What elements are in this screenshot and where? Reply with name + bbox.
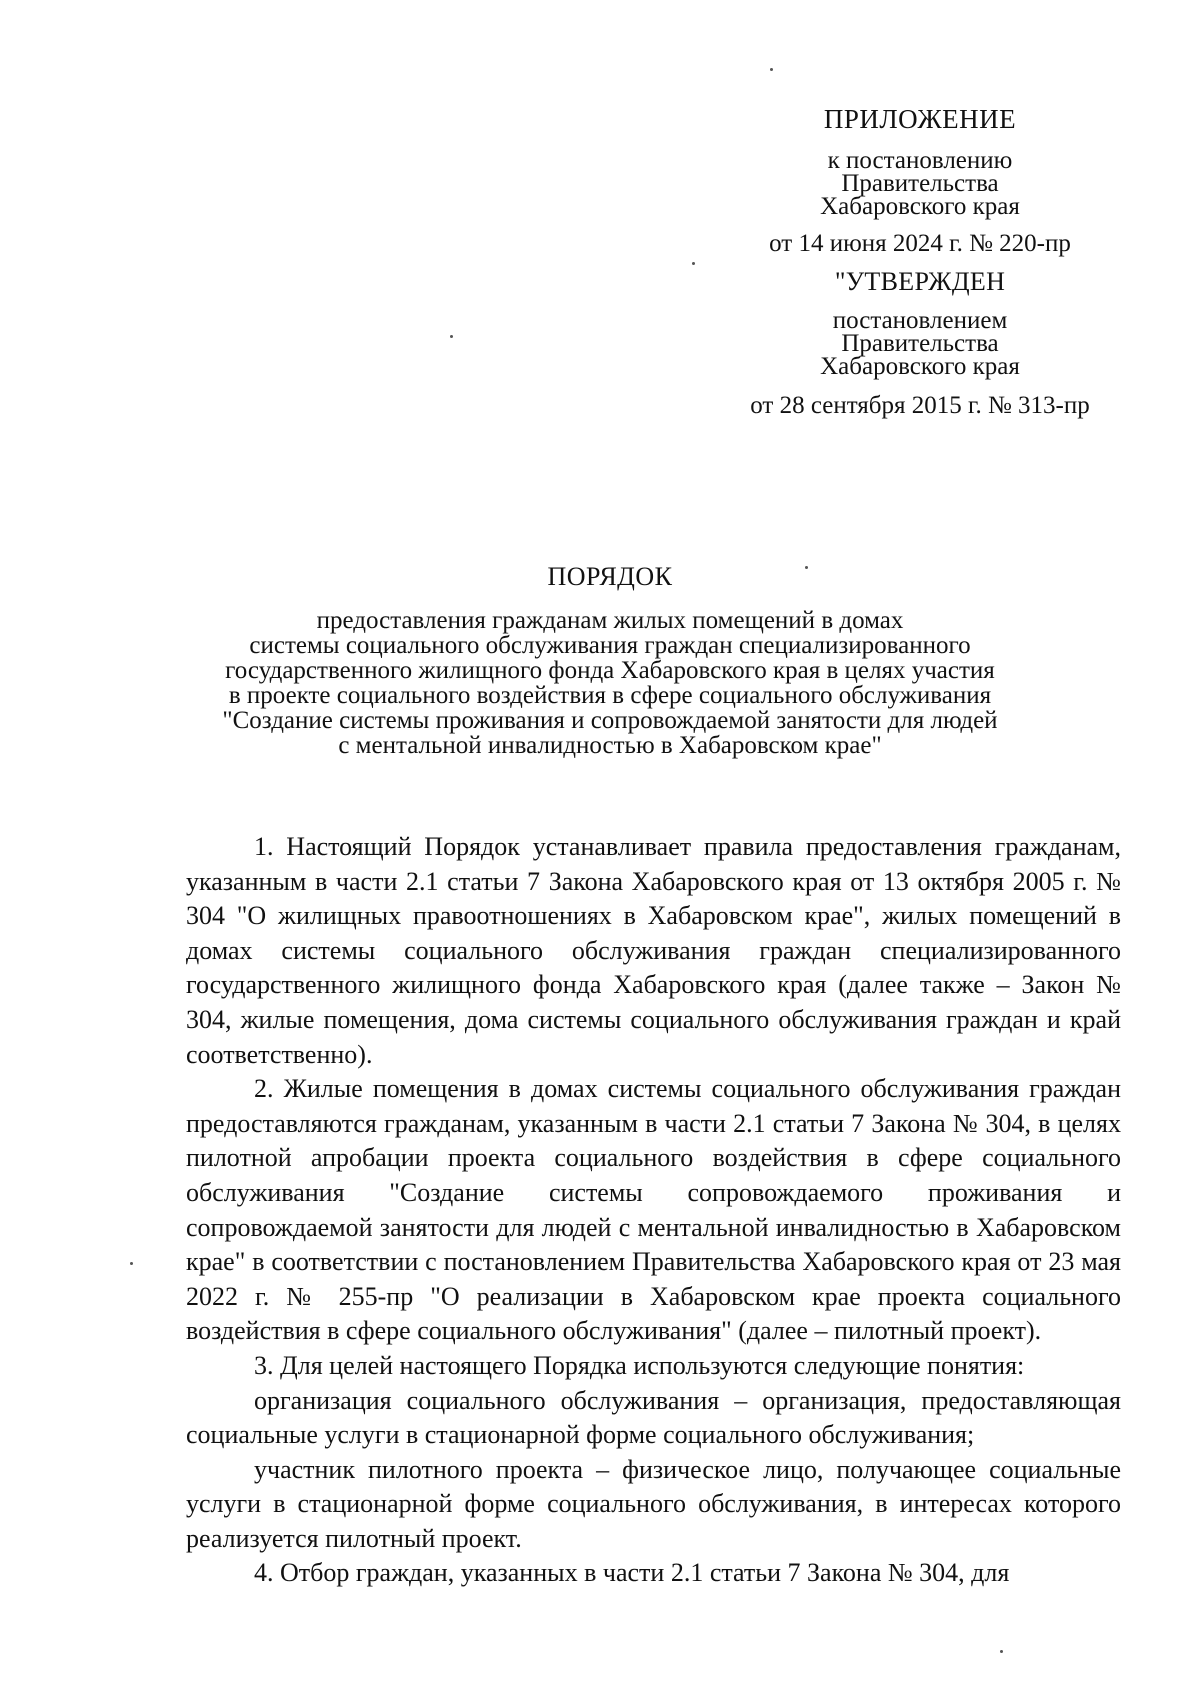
scan-speck xyxy=(1000,1650,1003,1653)
scan-speck xyxy=(770,68,773,71)
approved-title: "УТВЕРЖДЕН xyxy=(834,267,1006,296)
approved-line: постановлением xyxy=(832,307,1008,334)
appendix-line: к постановлению xyxy=(827,147,1013,174)
document-subtitle xyxy=(150,608,1070,758)
scan-speck xyxy=(130,1262,133,1265)
appendix-block xyxy=(700,104,1140,257)
paragraph-1: 1. Настоящий Порядок устанавливает правила предоставления гражданам, указанным в части 2.1 статьи 7 Закона Хабаровского края от 13 октября 2005 г. № 304 "О жилищных правоотношениях в Хабаровском крае", жилых помещений в домах системы социального обслуживания граждан специализированного государственного жилищного фонда Хабаровского края (далее также – Закон № 304, жилые помещения, дома системы социального обслуживания граждан и край соответственно). xyxy=(186,832,1121,1069)
appendix-title: ПРИЛОЖЕНИЕ xyxy=(823,104,1017,134)
subtitle-line: "Создание системы проживания и сопровождаемой занятости для людей xyxy=(222,707,998,734)
paragraph-3: 3. Для целей настоящего Порядка используются следующие понятия: xyxy=(254,1350,1025,1380)
subtitle-line: государственного жилищного фонда Хабаровского края в целях участия xyxy=(225,657,995,684)
subtitle-line: в проекте социального воздействия в сфере социального обслуживания xyxy=(228,682,992,709)
definition-organization: организация социального обслуживания – организация, предоставляющая социальные услуги в стационарной форме социального обслуживания; xyxy=(186,1385,1121,1450)
subtitle-line: предоставления гражданам жилых помещений в домах xyxy=(316,607,904,634)
appendix-line: Правительства xyxy=(841,170,999,197)
scan-speck xyxy=(450,335,453,338)
subtitle-line: системы социального обслуживания граждан специализированного xyxy=(249,632,971,659)
subtitle-line: с ментальной инвалидностью в Хабаровском крае" xyxy=(338,732,882,759)
scan-speck xyxy=(805,566,808,569)
paragraph-2: 2. Жилые помещения в домах системы социального обслуживания граждан предоставляются гражданам, указанным в части 2.1 статьи 7 Закона № 304, в целях пилотной апробации проекта социального воздействия в сфере социального обслуживания "Создание системы сопровождаемого проживания и сопровождаемой занятости для людей с ментальной инвалидностью в Хабаровском крае" в соответствии с постановлением Правительства Хабаровского края от 23 мая 2022 г. № 255-пр "О реализации в Хабаровском крае проекта социального воздействия в сфере социального обслуживания" (далее – пилотный проект). xyxy=(186,1074,1121,1346)
approved-date: от 28 сентября 2015 г. № 313-пр xyxy=(750,392,1090,419)
appendix-line: Хабаровского края xyxy=(820,193,1020,220)
scan-speck xyxy=(692,262,695,265)
approved-line: Хабаровского края xyxy=(820,353,1020,380)
definition-participant: участник пилотного проекта – физическое лицо, получающее социальные услуги в стационарной форме социального обслуживания, в интересах которого реализуется пилотный проект. xyxy=(186,1454,1121,1553)
paragraph-4: 4. Отбор граждан, указанных в части 2.1 статьи 7 Закона № 304, для xyxy=(254,1558,1010,1588)
document-title: ПОРЯДОК xyxy=(547,562,673,591)
document-body xyxy=(186,830,1121,1591)
approved-block xyxy=(700,267,1140,419)
appendix-date: от 14 июня 2024 г. № 220-пр xyxy=(769,230,1071,257)
approved-line: Правительства xyxy=(841,330,999,357)
